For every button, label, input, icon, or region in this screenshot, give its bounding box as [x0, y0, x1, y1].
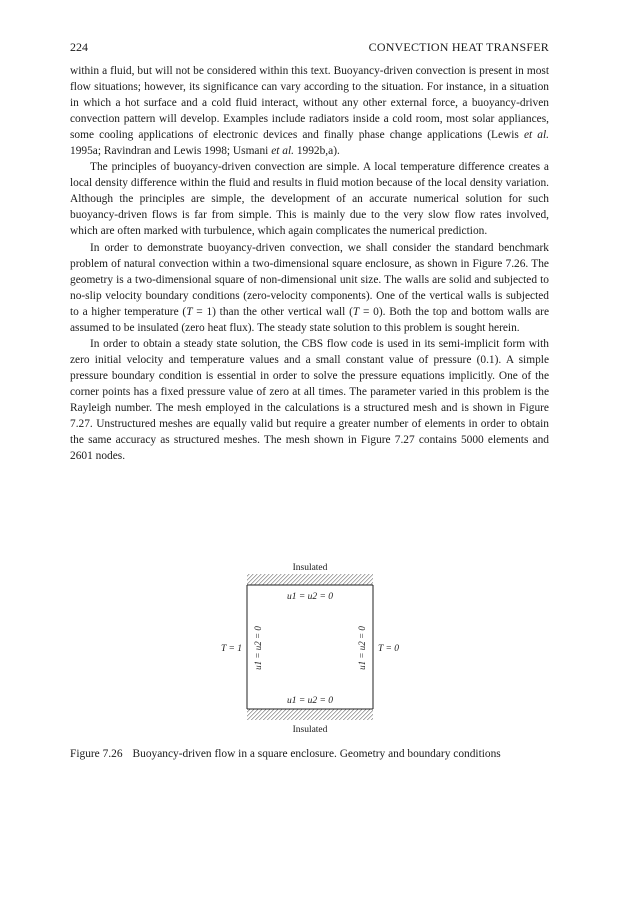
text-run: In order to obtain a steady state solution, the CBS flow code is used in its semi-implicit form with zero initial velocity and temperature values and a small constant value of pressure (0.1). A simple pressure boundary condition is essential in order to solve the pressure equations implicitly. One of the corner points has a fixed pressure value of zero at all times. The parameter varied in this problem is the Rayleigh number. The mesh employed in the calculations is a structured mesh and is shown in Figure 7.27. Unstructured meshes are equally valid but require a greater number of elements in order to obtain the same accuracy as structured meshes. The mesh shown in Figure 7.27 contains 5000 elements and 2601 nodes.	[70, 337, 549, 463]
bottom-label: Insulated	[292, 725, 328, 735]
text-run: within a fluid, but will not be considered within this text. Buoyancy-driven convection is present in most flow situations; however, its significance can vary according to the situation. For instance, in a situation in which a hot surface and a cold fluid interact, without any other external force, a buoyancy-driven convection pattern will develop. Examples include radiators inside a cold room, most solar appliances, some cooling applications of electronic devices and finally phase change applications (Lewis	[70, 65, 549, 142]
italic-text: T	[352, 305, 360, 318]
italic-text: et al.	[523, 129, 549, 142]
page-number: 224	[70, 40, 88, 54]
enclosure-diagram	[200, 555, 420, 740]
body-text	[70, 63, 549, 464]
paragraph	[70, 63, 549, 159]
caption-text: Buoyancy-driven flow in a square enclosure. Geometry and boundary conditions	[132, 748, 501, 760]
paragraph	[70, 159, 549, 239]
left-bc-label: u1 = u2 = 0	[253, 626, 263, 670]
right-temperature-label: T = 0	[378, 644, 400, 654]
figure-caption	[70, 746, 549, 762]
italic-text: T	[186, 305, 193, 318]
bottom-insulated-wall	[247, 709, 373, 720]
italic-text: et al.	[271, 145, 294, 158]
page-header	[70, 40, 549, 56]
text-run: In order to demonstrate buoyancy-driven convection, we shall consider the standard benchmark problem of natural convection within a two-dimensional square enclosure, as shown in Figure 7.26. The geometry is a two-dimensional square of non-dimensional unit size. The walls are solid and subjected to no-slip velocity boundary conditions (zero-velocity components). One of the vertical walls is subjected to a higher temperature (	[70, 241, 549, 318]
paragraph	[70, 240, 549, 336]
figure-enclosure	[200, 555, 420, 740]
text-run: 1995a; Ravindran and Lewis 1998; Usmani	[70, 145, 272, 158]
top-insulated-wall	[247, 574, 373, 585]
top-label: Insulated	[292, 563, 328, 573]
right-bc-label: u1 = u2 = 0	[357, 626, 367, 670]
bottom-bc-label: u1 = u2 = 0	[286, 696, 334, 706]
running-head: CONVECTION HEAT TRANSFER	[368, 40, 549, 54]
top-bc-label: u1 = u2 = 0	[286, 592, 334, 602]
text-run: = 1) than the other vertical wall (	[192, 305, 353, 318]
caption-label: Figure 7.26	[70, 748, 123, 760]
left-temperature-label: T = 1	[221, 644, 243, 654]
paragraph	[70, 336, 549, 464]
text-run: = 0). Both the top and bottom walls are assumed to be insulated (zero heat flux). The steady state solution to this problem is sought herein.	[70, 305, 549, 334]
text-run: The principles of buoyancy-driven convection are simple. A local temperature difference creates a local density difference within the fluid and results in fluid motion because of the local density variation. Although the principles are simple, the development of an accurate numerical solution for such buoyancy-driven flows is far from simple. This is mainly due to the very slow flow rates involved, which are often marked with turbulence, which again complicates the numerical prediction.	[70, 161, 549, 238]
text-run: 1992b,a).	[293, 145, 340, 158]
